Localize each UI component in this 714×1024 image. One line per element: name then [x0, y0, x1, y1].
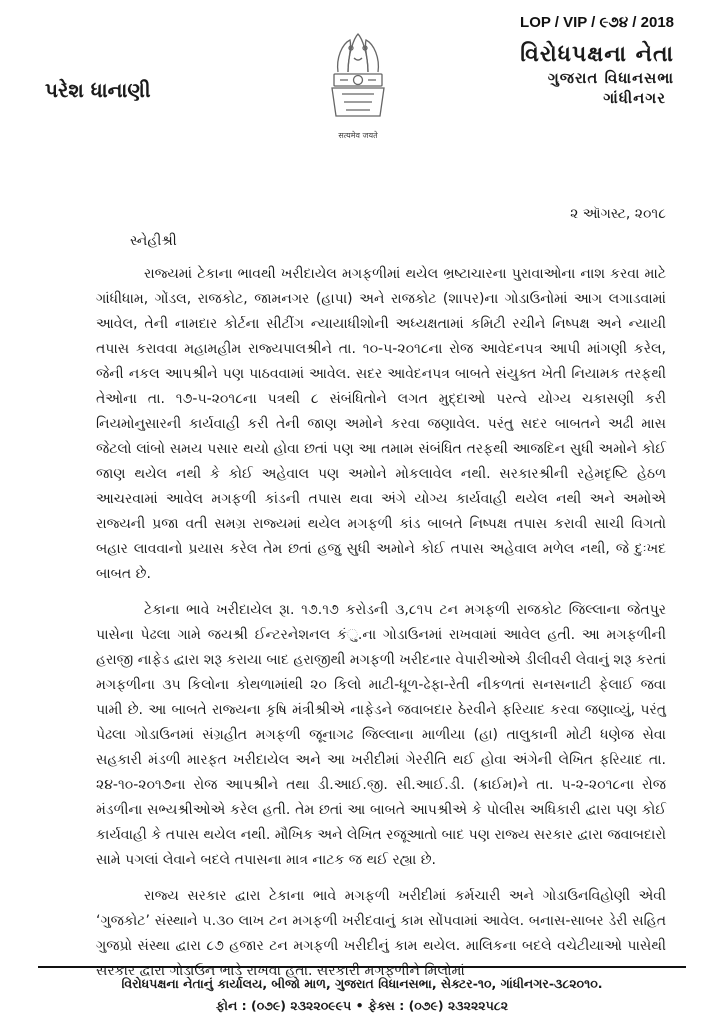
office-city: ગાંધીનગર [603, 89, 666, 107]
paragraph-1: રાજ્યમાં ટેકાના ભાવથી ખરીદાયેલ મગફળીમાં થયેલ ભ્રષ્ટાચારના પુરાવાઓના નાશ કરવા માટે ગાંધીધામ, ગોંડલ, રાજકોટ, જામનગર (હાપા) અને રાજકોટ (શાપર)ના ગોડાઉનોમાં આગ લગાડવામાં આવેલ, તેની નામદાર કોર્ટના સીટીંગ ન્યાયાધીશોની અધ્યક્ષતામાં કમિટી રચીને નિષ્પક્ષ અને ન્યાયી તપાસ કરાવવા મહામહીમ રાજ્યપાલશ્રીને તા. ૧૦-૫-૨૦૧૮ના રોજ આવેદનપત્ર આપી માંગણી કરેલ, જેની નકલ આપશ્રીને પણ પાઠવવામાં આવેલ. સદર આવેદનપત્ર બાબતે સંયુક્ત ખેતી નિયામક તરફથી તેઓના તા. ૧૭-૫-૨૦૧૮ના પત્રથી ૮ સંબંધિતોને લગત મુદ્દાઓ પરત્વે યોગ્ય ચકાસણી કરી નિયમોનુસારની કાર્યવાહી કરી તેની જાણ અમોને કરવા જણાવેલ. પરંતુ સદર બાબતને અઢી માસ જેટલો લાંબો સમય પસાર થયો હોવા છતાં પણ આ તમામ સંબંધિત તરફથી આજદિન સુધી અમોને કોઈ જાણ થયેલ નથી કે કોઈ અહેવાલ પણ અમોને મોકલાવેલ નથી. સરકારશ્રીની રહેમદૃષ્ટિ હેઠળ આચરવામાં આવેલ મગફળી કાંડની તપાસ થવા અંગે યોગ્ય કાર્યવાહી થયેલ નથી અને અમોએ રાજ્યની પ્રજા વતી સમગ્ર રાજ્યમાં થયેલ મગફળી કાંડ બાબતે નિષ્પક્ષ તપાસ કરાવી સાચી વિગતો બહાર લાવવાનો પ્રયાસ કરેલ તેમ છતાં હજુ સુધી અમોને કોઈ તપાસ અહેવાલ મળેલ નથી, જે દુઃખદ બાબત છે. [96, 266, 666, 582]
ashoka-emblem-icon [318, 28, 398, 128]
emblem-motto: सत्यमेव जयते [338, 131, 378, 140]
salutation: સ્નેહીશ્રી [130, 233, 177, 249]
office-title: વિરોધપક્ષના નેતા [520, 42, 674, 67]
footer-contact: ફોન : (૦૭૯) ૨૩૨૨૦૯૯૫ • ફેક્સ : (૦૭૯) ૨૩૨૨૨૫૮૨ [215, 998, 509, 1013]
letterhead-footer [38, 966, 686, 1017]
national-emblem [318, 28, 398, 146]
letter-date: ૨ ઑગસ્ટ, ૨૦૧૮ [570, 206, 666, 222]
sender-name: પરેશ ધાનાણી [45, 78, 151, 102]
paragraph-2: ટેકાના ભાવે ખરીદાયેલ રૂા. ૧૭.૧૭ કરોડની ૩,૮૧૫ ટન મગફળી રાજકોટ જિલ્લાના જેતપુર પાસેના પેઢલા ગામે જયશ્રી ઈન્ટરનેશનલ કંુ.ના ગોડાઉનમાં રાખવામાં આવેલ હતી. આ મગફળીની હરાજી નાફેડ દ્વારા શરૂ કરાયા બાદ હરાજીથી મગફળી ખરીદનાર વેપારીઓએ ડીલીવરી લેવાનું શરૂ કરતાં મગફળીના ૩૫ કિલોના કોથળામાંથી ૨૦ કિલો માટી-ધૂળ-ઢેફા-રેતી નીકળતાં સનસનાટી ફેલાઈ જવા પામી છે. આ બાબતે રાજ્યના કૃષિ મંત્રીશ્રીએ નાફેડને જવાબદાર ઠેરવીને ફરિયાદ કરવા જણાવ્યું, પરંતુ પેઢલા ગોડાઉનમાં સંગ્રહીત મગફળી જૂનાગઢ જિલ્લાના માળીયા (હા) તાલુકાની મોટી ધણેજ સેવા સહકારી મંડળી મારફત ખરીદાયેલ અને આ ખરીદીમાં ગેરરીતિ થઈ હોવા અંગેની લેખિત ફરિયાદ તા. ૨૪-૧૦-૨૦૧૭ના રોજ આપશ્રીને તથા ડી.આઈ.જી. સી.આઈ.ડી. (ક્રાઈમ)ને તા. ૫-૨-૨૦૧૮ના રોજ મંડળીના સભ્યશ્રીઓએ કરેલ હતી. તેમ છતાં આ બાબતે આપશ્રીએ કે પોલીસ અધિકારી દ્વારા પણ કોઈ કાર્યવાહી કે તપાસ થયેલ નથી. મૌખિક અને લેખિત રજૂઆતો બાદ પણ રાજ્ય સરકાર દ્વારા જવાબદારો સામે પગલાં લેવાને બદલે તપાસના માત્ર નાટક જ થઈ રહ્યા છે. [96, 602, 666, 868]
letter-body [96, 262, 666, 995]
office-assembly: ગુજરાત વિધાનસભા [547, 69, 674, 87]
reference-number: LOP / VIP / ૯૭૪ / 2018 [520, 14, 674, 31]
footer-address: વિરોધપક્ષના નેતાનું કાર્યાલય, બીજો માળ, ગુજરાત વિધાનસભા, સેક્ટર-૧૦, ગાંધીનગર-૩૮૨૦૧૦. [121, 976, 603, 991]
office-heading [520, 42, 674, 107]
paragraph-3: રાજ્ય સરકાર દ્વારા ટેકાના ભાવે મગફળી ખરીદીમાં કર્મચારી અને ગોડાઉનવિહોણી એવી ‘ગુજકોટ’ સંસ્થાને ૫.૩૦ લાખ ટન મગફળી ખરીદવાનું કામ સોંપવામાં આવેલ. બનાસ-સાબર ડેરી સહિત ગુજપ્રો સંસ્થા દ્વારા ૮૭ હજાર ટન મગફળી ખરીદીનું કામ થયેલ. માલિકના બદલે વચેટીયાઓ પાસેથી સરકાર દ્વારા ગોડાઉન ભાડે રાખવા હતા. સરકારી મગફળીને મિલોમાં [96, 888, 666, 979]
